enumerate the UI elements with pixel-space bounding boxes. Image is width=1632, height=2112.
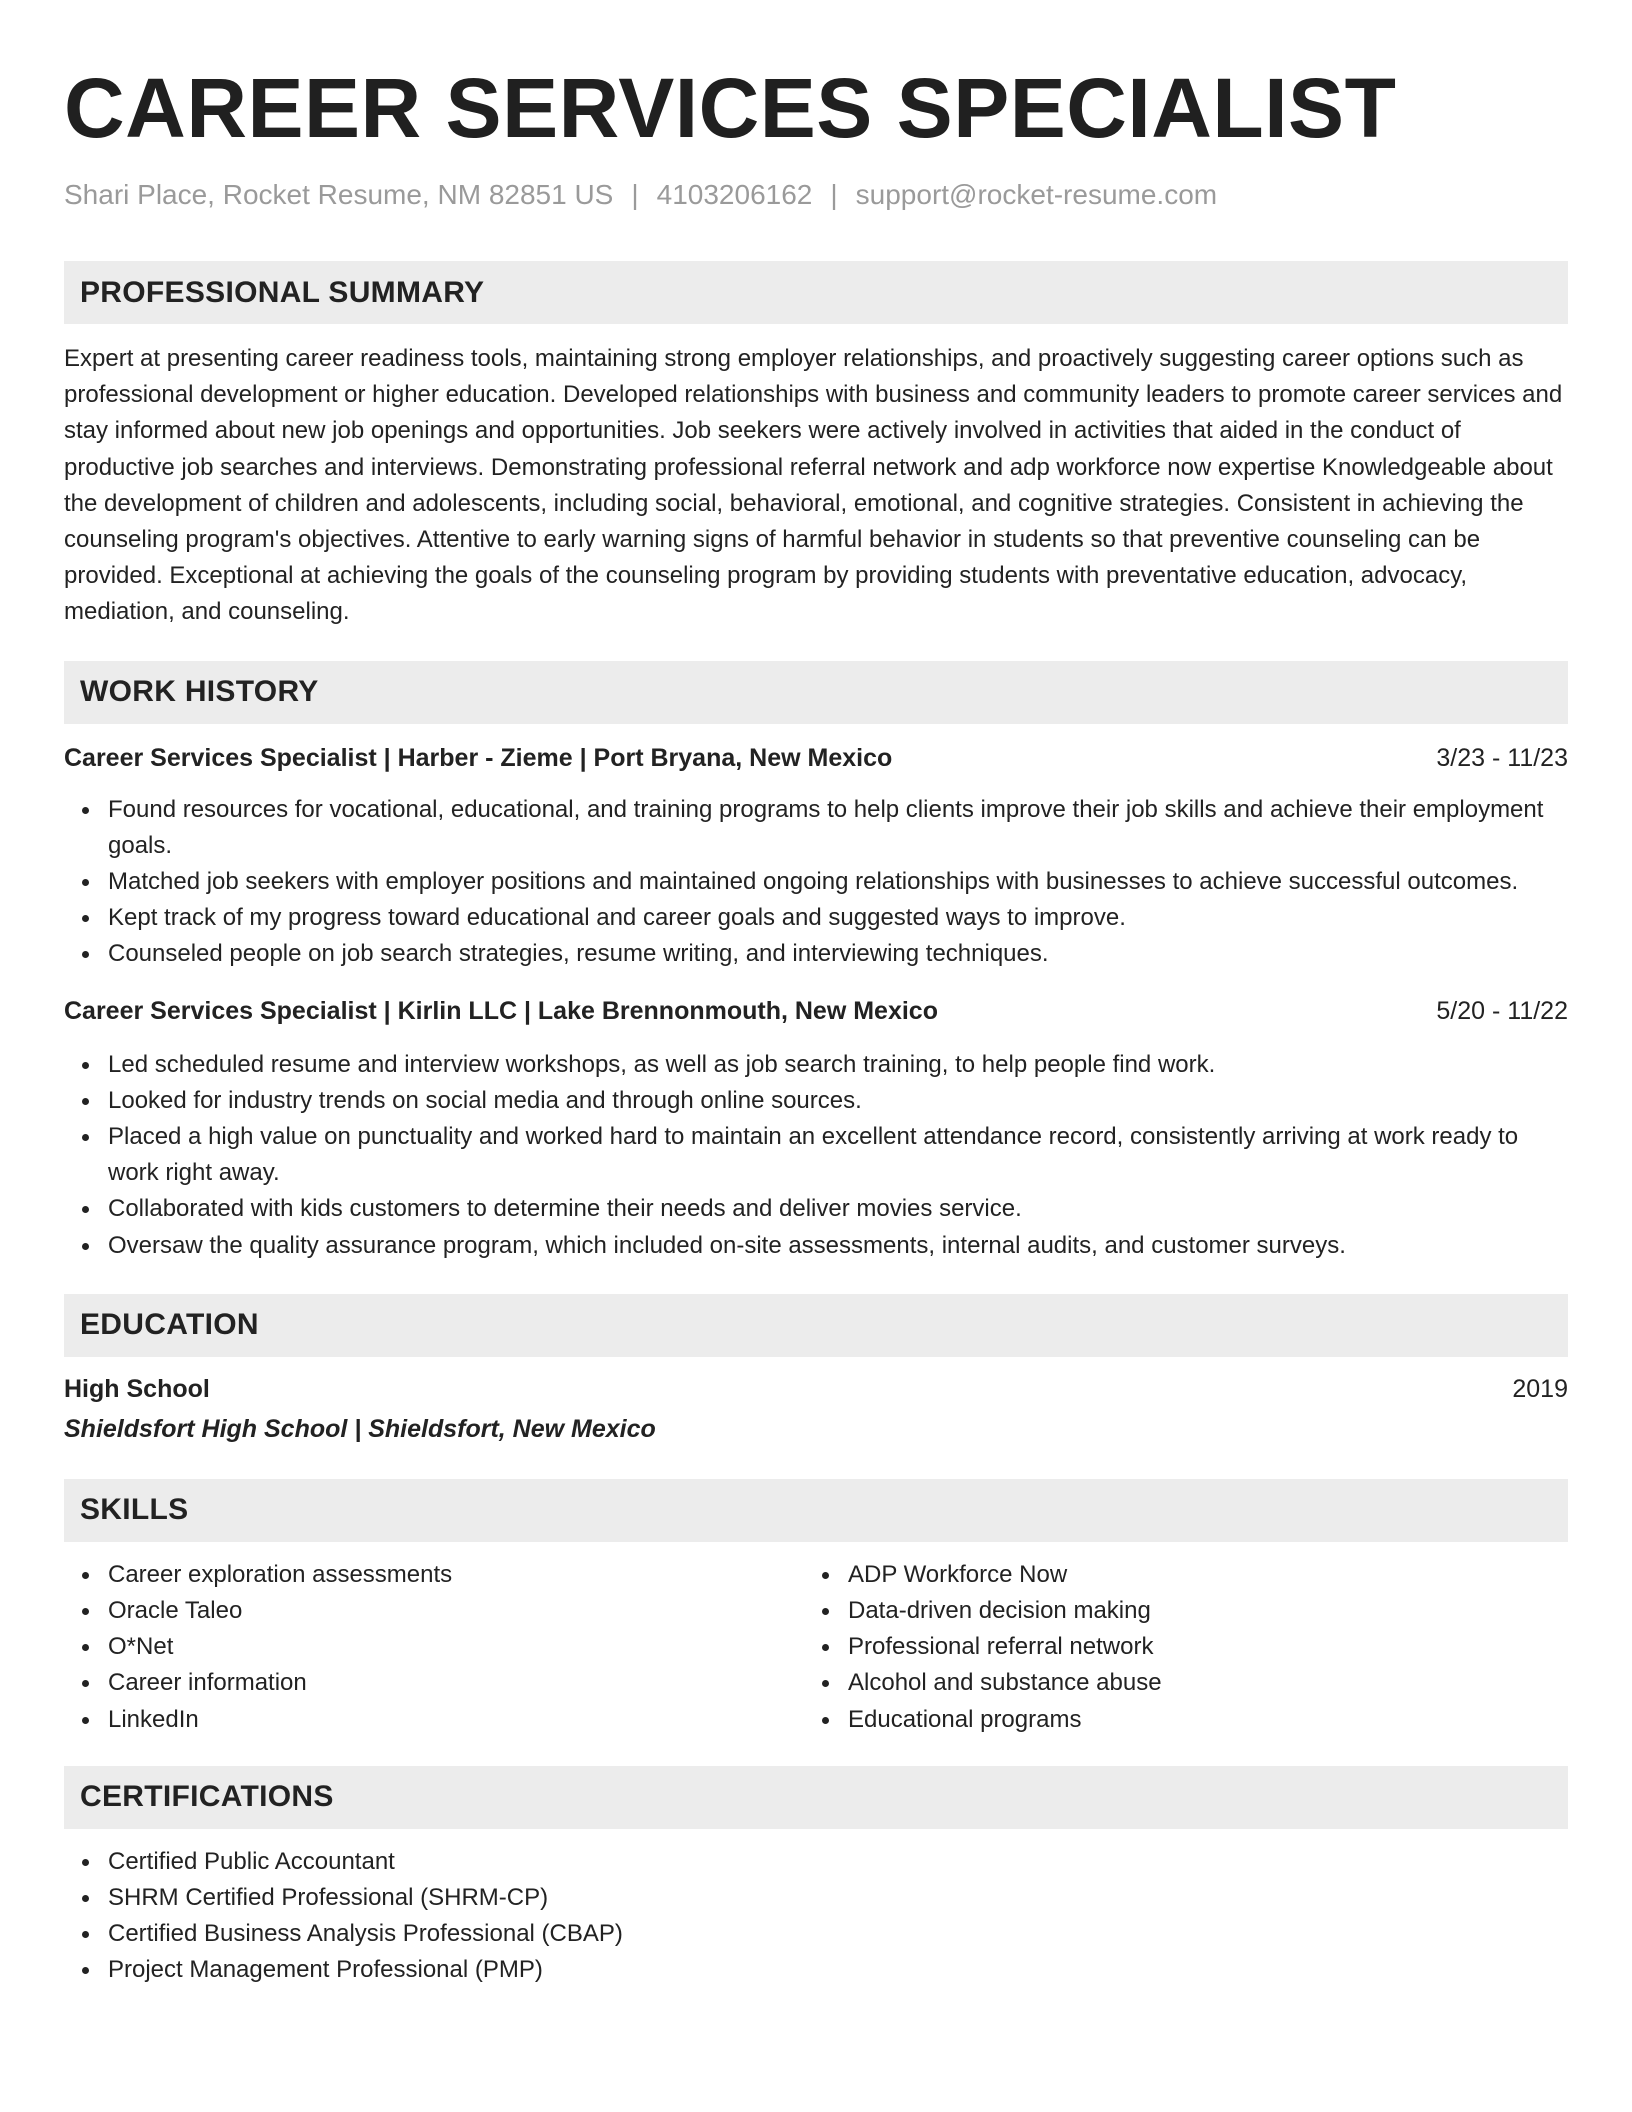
contact-email: support@rocket-resume.com bbox=[855, 179, 1218, 210]
list-item: Oversaw the quality assurance program, which included on-site assessments, internal audits, and customer surveys. bbox=[108, 1228, 1568, 1264]
list-item: Certified Business Analysis Professional (CBAP) bbox=[108, 1916, 1568, 1952]
skills-list bbox=[804, 1557, 1544, 1738]
contact-address: Shari Place, Rocket Resume, NM 82851 US bbox=[64, 179, 614, 210]
certifications-heading: CERTIFICATIONS bbox=[64, 1766, 1568, 1829]
list-item: Looked for industry trends on social media and through online sources. bbox=[108, 1083, 1568, 1119]
list-item: Collaborated with kids customers to determine their needs and deliver movies service. bbox=[108, 1191, 1568, 1227]
list-item: Led scheduled resume and interview workshops, as well as job search training, to help people find work. bbox=[108, 1047, 1568, 1083]
job-header bbox=[64, 741, 1568, 775]
list-item: Counseled people on job search strategies, resume writing, and interviewing techniques. bbox=[108, 936, 1568, 972]
work-history-heading: WORK HISTORY bbox=[64, 661, 1568, 724]
summary-text: Expert at presenting career readiness tools, maintaining strong employer relationships, and proactively suggesting career options such as professional development or higher education. Developed relationships with business and community leaders to promote career services and stay informed about new job openings and opportunities. Job seekers were actively involved in activities that aided in the conduct of productive job searches and interviews. Demonstrating professional referral network and adp workforce now expertise Knowledgeable about the development of children and adolescents, including social, behavioral, emotional, and cognitive strategies. Consistent in achieving the counseling program's objectives. Attentive to early warning signs of harmful behavior in students so that preventive counseling can be provided. Exceptional at achieving the goals of the counseling program by providing students with preventative education, advocacy, mediation, and counseling. bbox=[64, 345, 1563, 626]
skills-heading: SKILLS bbox=[64, 1479, 1568, 1542]
list-item: Data-driven decision making bbox=[848, 1593, 1544, 1629]
certifications-list bbox=[64, 1844, 1568, 1989]
skills-column-right bbox=[804, 1557, 1544, 1738]
education-heading: EDUCATION bbox=[64, 1294, 1568, 1357]
skills-grid bbox=[64, 1557, 1568, 1738]
job-bullets bbox=[64, 792, 1568, 973]
list-item: O*Net bbox=[108, 1629, 804, 1665]
resume-name: CAREER SERVICES SPECIALIST bbox=[64, 61, 1397, 155]
education-year: 2019 bbox=[1512, 1374, 1568, 1403]
list-item: Oracle Taleo bbox=[108, 1593, 804, 1629]
list-item: Placed a high value on punctuality and worked hard to maintain an excellent attendance record, consistently arriving at work ready to work right away. bbox=[108, 1119, 1568, 1191]
job-header bbox=[64, 994, 1568, 1028]
contact-phone: 4103206162 bbox=[656, 179, 813, 210]
list-item: Educational programs bbox=[848, 1702, 1544, 1738]
summary-heading: PROFESSIONAL SUMMARY bbox=[64, 261, 1568, 324]
job-title: Career Services Specialist | Harber - Zieme | Port Bryana, New Mexico bbox=[64, 743, 893, 772]
list-item: Career exploration assessments bbox=[108, 1557, 804, 1593]
education-degree: High School bbox=[64, 1374, 210, 1403]
skills-list bbox=[64, 1557, 804, 1738]
list-item: Project Management Professional (PMP) bbox=[108, 1952, 1568, 1988]
list-item: ADP Workforce Now bbox=[848, 1557, 1544, 1593]
skills-column-left bbox=[64, 1557, 804, 1738]
contact-separator: | bbox=[830, 179, 838, 210]
job-title: Career Services Specialist | Kirlin LLC | Lake Brennonmouth, New Mexico bbox=[64, 996, 938, 1025]
contact-line bbox=[64, 178, 1568, 212]
contact-separator: | bbox=[631, 179, 639, 210]
list-item: Career information bbox=[108, 1665, 804, 1701]
job-entry bbox=[64, 994, 1568, 1264]
list-item: Found resources for vocational, educational, and training programs to help clients improve their job skills and achieve their employment goals. bbox=[108, 792, 1568, 864]
list-item: SHRM Certified Professional (SHRM-CP) bbox=[108, 1880, 1568, 1916]
education-school: Shieldsfort High School | Shieldsfort, New Mexico bbox=[64, 1414, 656, 1443]
list-item: Kept track of my progress toward educational and career goals and suggested ways to improve. bbox=[108, 900, 1568, 936]
list-item: Alcohol and substance abuse bbox=[848, 1665, 1544, 1701]
job-dates: 5/20 - 11/22 bbox=[1436, 996, 1568, 1025]
list-item: Professional referral network bbox=[848, 1629, 1544, 1665]
list-item: Certified Public Accountant bbox=[108, 1844, 1568, 1880]
education-entry bbox=[64, 1372, 1568, 1446]
list-item: Matched job seekers with employer positions and maintained ongoing relationships with businesses to achieve successful outcomes. bbox=[108, 864, 1568, 900]
job-dates: 3/23 - 11/23 bbox=[1436, 743, 1568, 772]
list-item: LinkedIn bbox=[108, 1702, 804, 1738]
job-entry bbox=[64, 741, 1568, 973]
job-bullets bbox=[64, 1047, 1568, 1264]
education-header bbox=[64, 1372, 1568, 1406]
